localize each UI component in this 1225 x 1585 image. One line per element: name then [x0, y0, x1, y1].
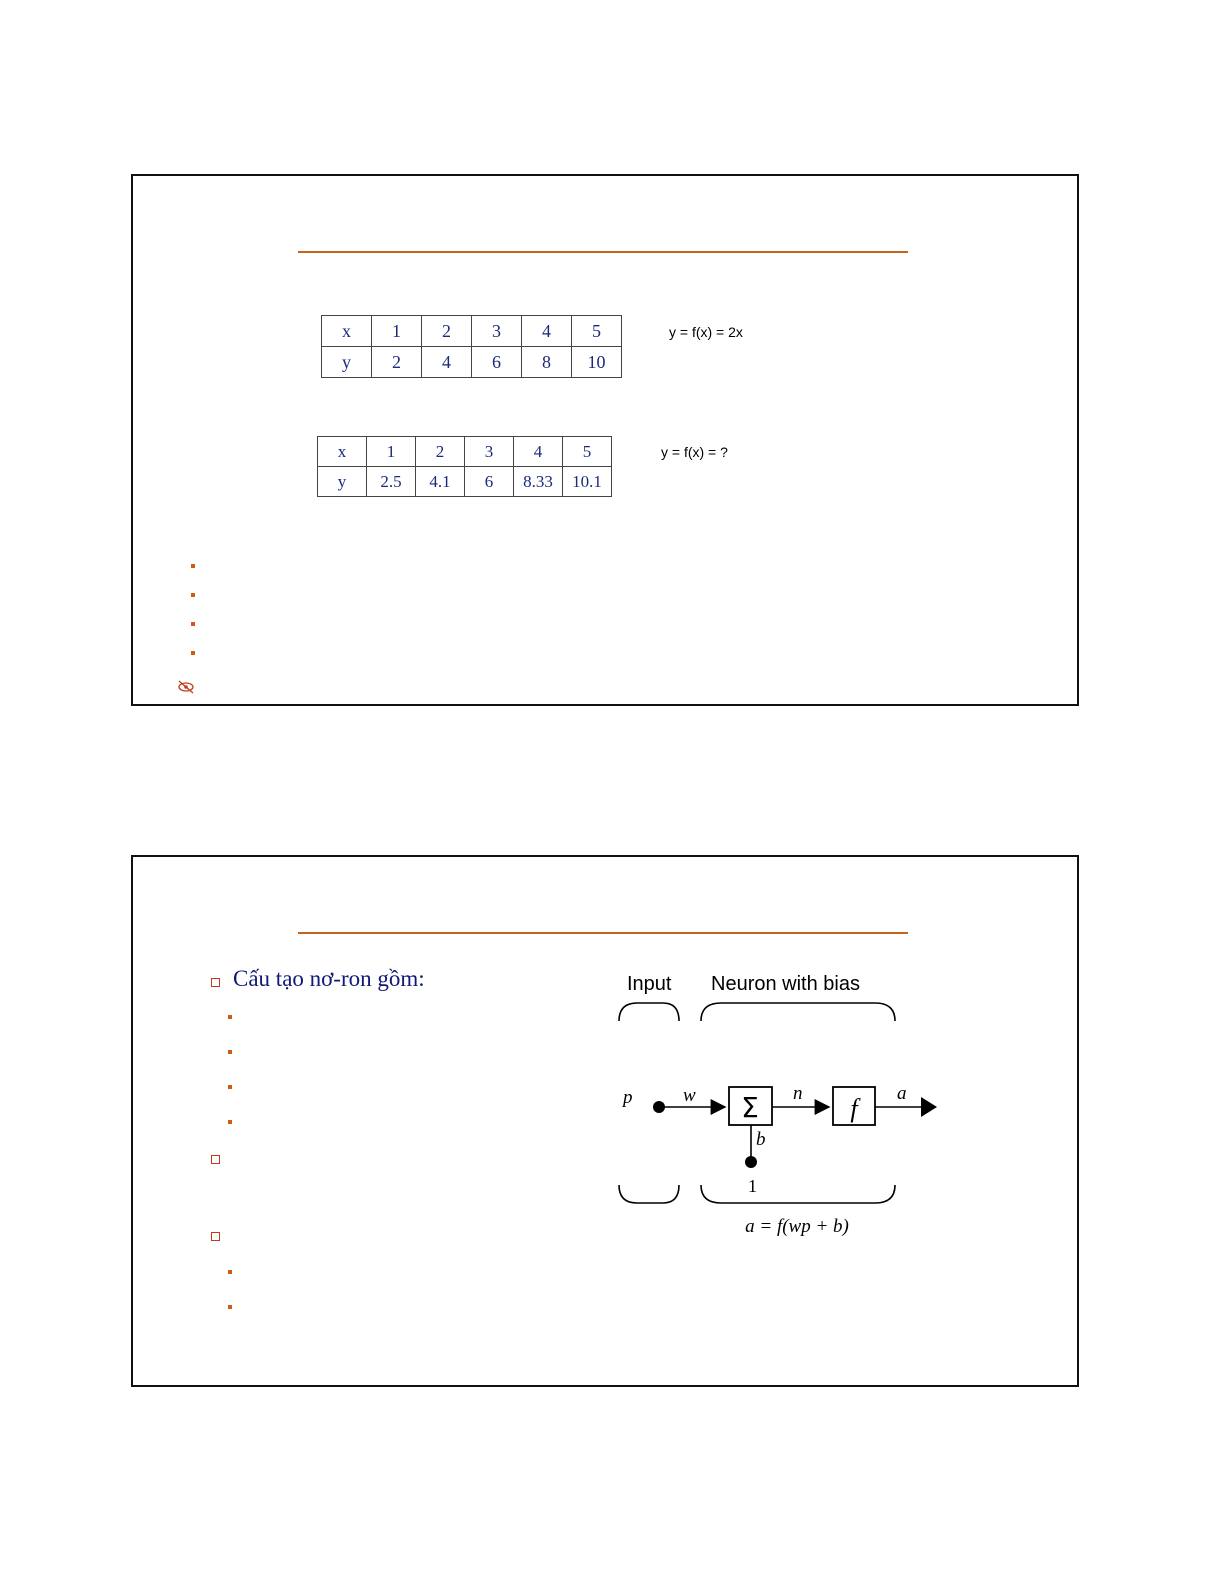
neuron-with-bias-label: Neuron with bias	[711, 973, 860, 995]
bullet-marker	[191, 593, 195, 597]
table-cell: 3	[472, 316, 522, 347]
bullet-marker	[228, 1015, 232, 1019]
table-row-y	[318, 467, 612, 497]
bias-one-label: 1	[748, 1176, 757, 1196]
table-cell: 4.1	[416, 467, 465, 497]
input-brace-bottom	[619, 1185, 679, 1203]
input-p-label: p	[623, 1087, 633, 1108]
table-cell: y	[318, 467, 367, 497]
table-cell: 4	[522, 316, 572, 347]
weight-w-label: w	[683, 1085, 696, 1106]
bullet-marker	[228, 1305, 232, 1309]
table-cell: 10.1	[563, 467, 612, 497]
formula-unknown: y = f(x) = ?	[661, 444, 728, 460]
table-cell: 4	[514, 437, 563, 467]
table-cell: 5	[572, 316, 622, 347]
table-cell: 1	[372, 316, 422, 347]
pen-icon	[177, 680, 195, 694]
table-cell: 3	[465, 437, 514, 467]
table-cell: 2	[372, 347, 422, 378]
table-cell: 2	[422, 316, 472, 347]
sigma-icon: Σ	[741, 1091, 759, 1124]
table-row-x	[318, 437, 612, 467]
neuron-equation: a = f(wp + b)	[745, 1216, 849, 1237]
bullet-marker	[228, 1050, 232, 1054]
neuron-structure-heading: Cấu tạo nơ-ron gồm:	[233, 966, 425, 991]
bias-node	[745, 1156, 757, 1168]
table-cell: 1	[367, 437, 416, 467]
table-cell: x	[318, 437, 367, 467]
data-table-exact	[321, 315, 622, 378]
table-cell: 6	[472, 347, 522, 378]
output-arrowhead	[921, 1097, 937, 1117]
table-cell: 8	[522, 347, 572, 378]
bullet-marker	[191, 564, 195, 568]
bullet-marker	[191, 651, 195, 655]
input-label: Input	[627, 973, 672, 995]
neuron-diagram	[607, 965, 947, 1245]
output-a-label: a	[897, 1083, 907, 1104]
transfer-f-label: f	[850, 1094, 858, 1123]
table-cell: 6	[465, 467, 514, 497]
title-underline	[298, 932, 908, 934]
neuron-brace-top	[701, 1003, 895, 1021]
formula-exact: y = f(x) = 2x	[669, 324, 743, 340]
data-table-noisy	[317, 436, 612, 497]
square-bullet	[211, 1232, 220, 1241]
table-cell: 10	[572, 347, 622, 378]
table-cell: y	[322, 347, 372, 378]
neuron-diagram-svg	[607, 965, 947, 1245]
table-cell: 4	[422, 347, 472, 378]
input-brace-top	[619, 1003, 679, 1021]
net-input-n-label: n	[793, 1083, 803, 1104]
square-bullet	[211, 978, 220, 987]
square-bullet	[211, 1155, 220, 1164]
table-cell: 8.33	[514, 467, 563, 497]
slide-2	[131, 855, 1079, 1387]
neuron-brace-bottom	[701, 1185, 895, 1203]
table-row-x	[322, 316, 622, 347]
bullet-marker	[228, 1270, 232, 1274]
bullet-marker	[228, 1085, 232, 1089]
table-cell: 2	[416, 437, 465, 467]
bullet-marker	[191, 622, 195, 626]
title-underline	[298, 251, 908, 253]
slide-1	[131, 174, 1079, 706]
table-cell: 5	[563, 437, 612, 467]
bullet-marker	[228, 1120, 232, 1124]
table-cell: x	[322, 316, 372, 347]
bias-b-label: b	[756, 1129, 766, 1150]
table-cell: 2.5	[367, 467, 416, 497]
table-row-y	[322, 347, 622, 378]
